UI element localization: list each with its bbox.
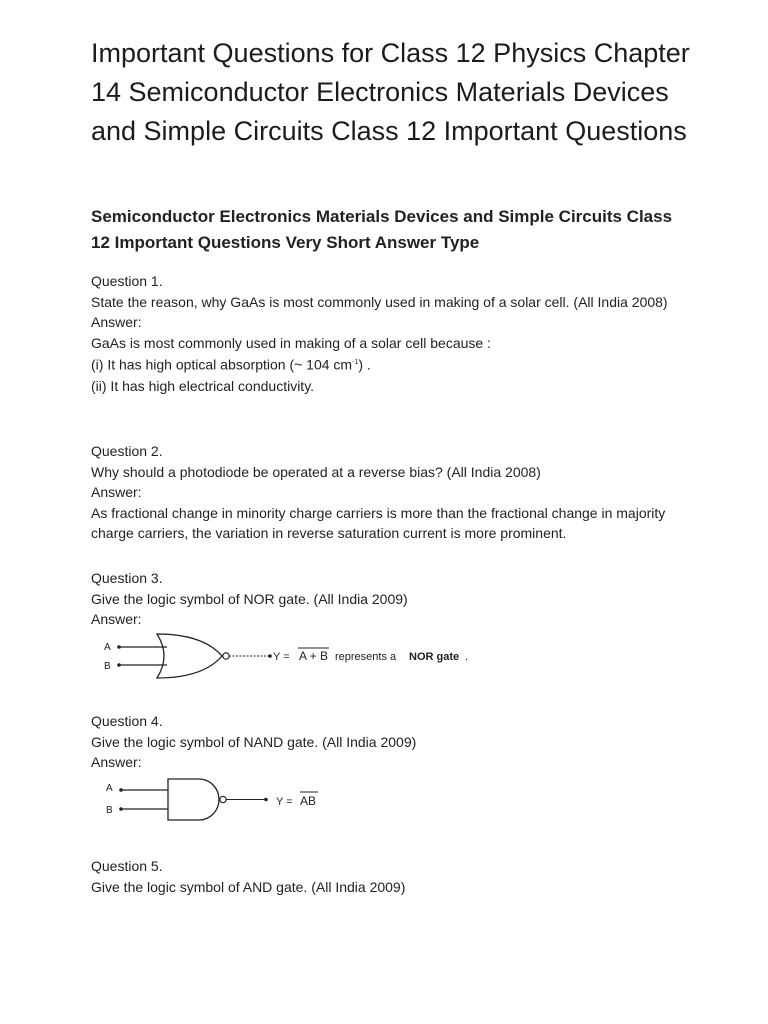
question-5 bbox=[91, 856, 691, 897]
question-text: State the reason, why GaAs is most commonly used in making of a solar cell. (All India 2008) bbox=[91, 293, 668, 310]
nand-gate-diagram bbox=[95, 777, 355, 823]
question-text: Give the logic symbol of NAND gate. (All India 2009) bbox=[91, 733, 417, 750]
question-label: Question 4. bbox=[91, 713, 163, 729]
question-text: Give the logic symbol of NOR gate. (All India 2009) bbox=[91, 590, 408, 607]
question-4 bbox=[91, 711, 691, 773]
question-3 bbox=[91, 568, 691, 630]
answer-label: Answer: bbox=[91, 754, 142, 771]
answer-line: GaAs is most commonly used in making of a solar cell because : bbox=[91, 334, 491, 351]
question-label: Question 3. bbox=[91, 570, 163, 586]
gate-name: NOR gate bbox=[409, 651, 460, 663]
section-subtitle: Semiconductor Electronics Materials Devices and Simple Circuits Class 12 Important Questions Very Short Answer Type bbox=[91, 207, 673, 252]
nand-expression: AB bbox=[300, 794, 317, 808]
answer-line: (ii) It has high electrical conductivity. bbox=[91, 377, 315, 394]
input-a-label: A bbox=[106, 783, 113, 794]
input-a-label: A bbox=[104, 642, 111, 653]
nand-gate-body bbox=[168, 779, 219, 820]
question-label: Question 1. bbox=[91, 273, 163, 289]
page-title: Important Questions for Class 12 Physics Chapter 14 Semiconductor Electronics Materials Devices and Simple Circuits Class 12 Important Questions bbox=[91, 38, 690, 146]
question-label: Question 5. bbox=[91, 858, 163, 874]
question-text: Give the logic symbol of AND gate. (All India 2009) bbox=[91, 878, 406, 895]
output-terminal bbox=[264, 798, 268, 802]
answer-line bbox=[91, 353, 691, 375]
input-b-label: B bbox=[104, 661, 111, 672]
answer-line-text: (i) It has high optical absorption (~ 104 cm bbox=[91, 357, 353, 374]
input-b-label: B bbox=[106, 805, 113, 816]
output-terminal bbox=[268, 654, 272, 658]
answer-line-end: ) . bbox=[358, 357, 371, 374]
nor-gate-diagram bbox=[95, 632, 495, 682]
superscript: -1 bbox=[352, 359, 359, 367]
output-label: Y = bbox=[276, 796, 293, 808]
answer-label: Answer: bbox=[91, 484, 142, 501]
inversion-bubble bbox=[220, 796, 226, 802]
caption-period: . bbox=[465, 651, 469, 663]
answer-label: Answer: bbox=[91, 611, 142, 628]
question-1 bbox=[91, 271, 691, 396]
caption-text: represents a bbox=[335, 651, 397, 663]
nor-expression: A + B bbox=[299, 649, 329, 663]
inversion-bubble bbox=[223, 653, 229, 659]
output-label: Y = bbox=[273, 651, 290, 663]
question-text: Why should a photodiode be operated at a reverse bias? (All India 2008) bbox=[91, 463, 541, 480]
question-label: Question 2. bbox=[91, 443, 163, 459]
answer-label: Answer: bbox=[91, 314, 142, 331]
answer-text: As fractional change in minority charge carriers is more than the fractional change in majority charge carriers, the variation in reverse saturation current is more prominent. bbox=[91, 504, 666, 542]
question-2 bbox=[91, 441, 691, 544]
nor-gate-body bbox=[157, 634, 222, 678]
